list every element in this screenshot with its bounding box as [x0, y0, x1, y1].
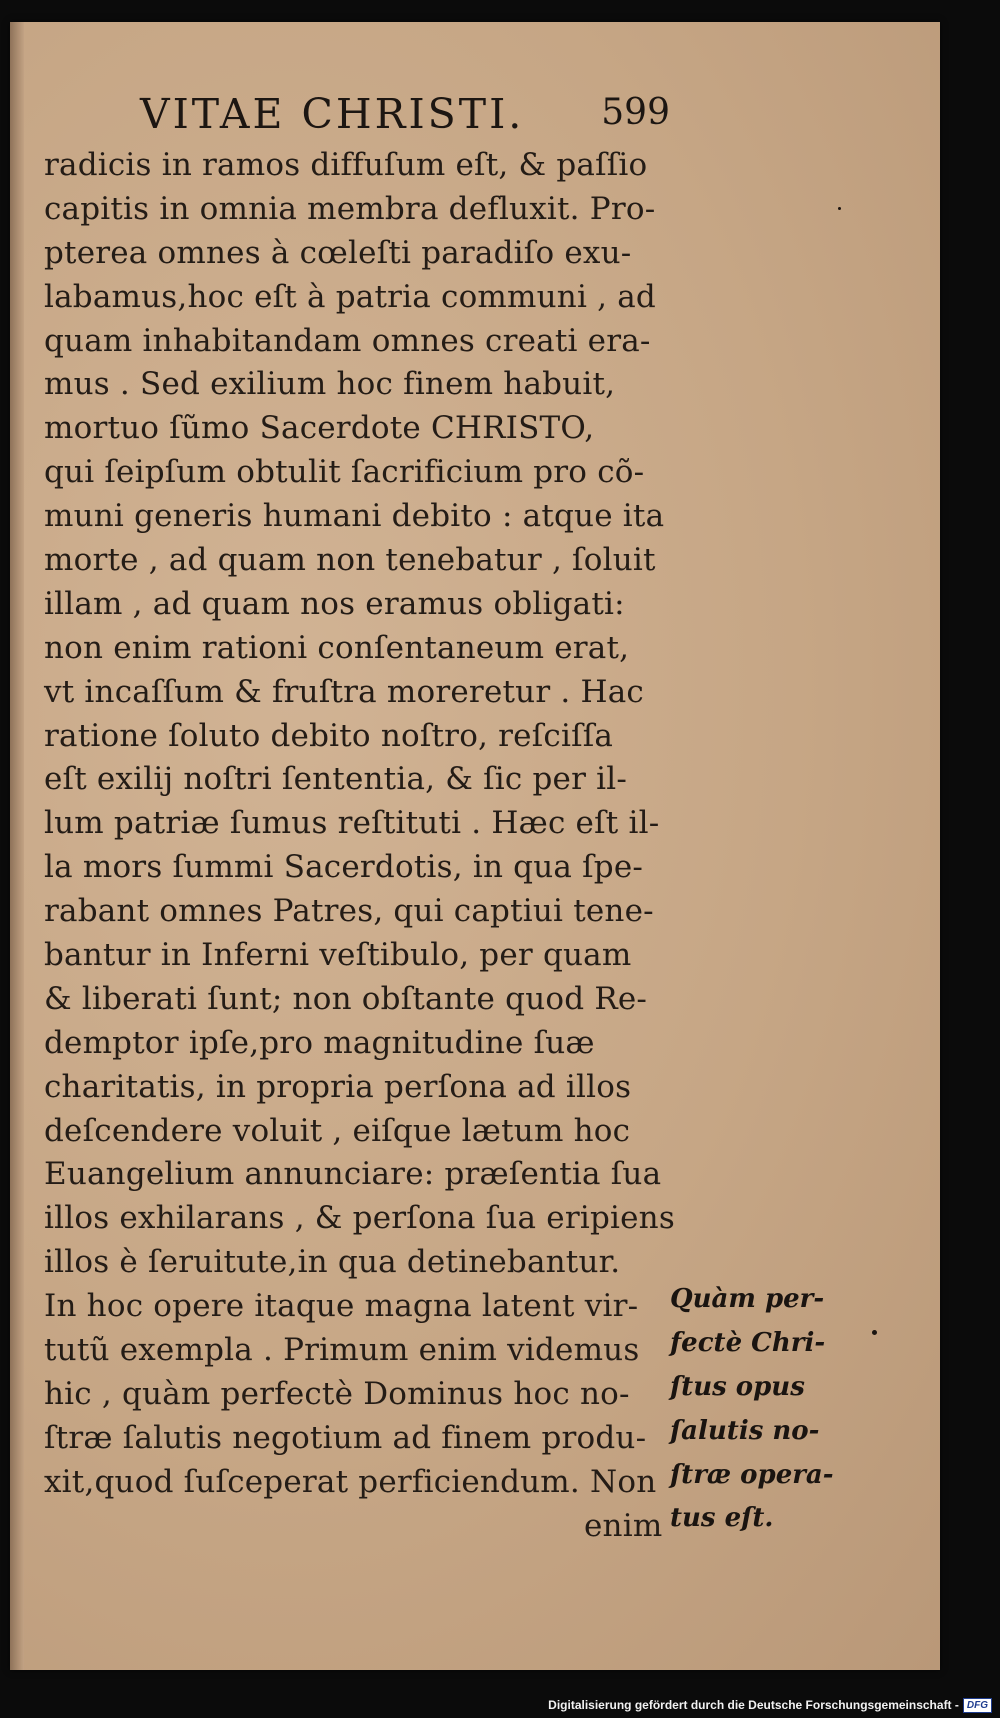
text-line: demptor ipſe,pro magnitudine ſuæ: [44, 1024, 595, 1061]
text-line: charitatis, in propria perſona ad illos: [44, 1068, 632, 1105]
text-line: morte , ad quam non tenebatur , ſoluit: [44, 542, 656, 579]
digitization-footer: [548, 1696, 992, 1714]
text-line: xit,quod ſuſceperat perficiendum. Non: [44, 1463, 657, 1500]
text-line: tutũ exempla . Primum enim videmus: [44, 1332, 640, 1369]
text-line: & liberati ſunt; non obſtante quod Re-: [44, 980, 648, 1017]
page-header: [140, 82, 670, 138]
text-line: illos exhilarans , & perſona ſua eripiens: [44, 1200, 675, 1237]
text-line: deſcendere voluit , eiſque lætum hoc: [44, 1112, 631, 1149]
marginal-note-line: ſtræ opera-: [670, 1459, 834, 1490]
text-line: muni generis humani debito : atque ita: [44, 498, 665, 535]
text-line: mortuo ſũmo Sacerdote CHRISTO,: [44, 410, 595, 447]
text-line: vt incaſſum & fruſtra moreretur . Hac: [44, 673, 644, 710]
text-line: radicis in ramos diffuſum eſt, & paſſio: [44, 147, 648, 183]
text-line: pterea omnes à cœleſti paradiſo exu-: [44, 234, 632, 271]
text-line: mus . Sed exilium hoc finem habuit,: [44, 366, 616, 403]
text-line: hic , quàm perfectè Dominus hoc no-: [44, 1375, 630, 1412]
marginal-note: [670, 1278, 840, 1541]
text-line: illos è ſeruitute,in qua detinebantur.: [44, 1244, 621, 1281]
text-line: non enim rationi conſentaneum erat,: [44, 629, 630, 666]
funding-credit: Digitalisierung gefördert durch die Deutsche Forschungsgemeinschaft -: [548, 1698, 959, 1712]
page-number: 599: [601, 92, 670, 133]
dfg-logo: DFG: [963, 1698, 992, 1713]
running-title: VITAE CHRISTI.: [140, 90, 525, 138]
marginal-note-line: fectè Chri-: [670, 1327, 826, 1358]
body-text: [44, 144, 684, 1549]
text-line: la mors ſummi Sacerdotis, in qua ſpe-: [44, 849, 644, 886]
marginal-note-line: ſtus opus: [670, 1371, 805, 1402]
book-page: [10, 22, 940, 1670]
text-line: quam inhabitandam omnes creati era-: [44, 322, 651, 359]
text-line: Euangelium annunciare: præſentia ſua: [44, 1156, 662, 1193]
marginal-note-line: ſalutis no-: [670, 1415, 820, 1446]
ink-speck: [872, 1330, 877, 1335]
marginal-note-line: Quàm per-: [670, 1284, 825, 1314]
text-line: capitis in omnia membra defluxit. Pro-: [44, 190, 656, 227]
page-gutter-edge: [10, 22, 24, 1670]
text-line-catchword: enim: [584, 1507, 663, 1544]
text-line: illam , ad quam nos eramus obligati:: [44, 585, 625, 622]
text-line: lum patriæ ſumus reſtituti . Hæc eſt il-: [44, 805, 660, 842]
marginal-note-line: tus eſt.: [670, 1503, 774, 1534]
text-line: ratione ſoluto debito noſtro, reſciſſa: [44, 717, 614, 754]
text-line: rabant omnes Patres, qui captiui tene-: [44, 893, 654, 930]
text-line: ſtræ ſalutis negotium ad finem produ-: [44, 1419, 647, 1456]
text-line: bantur in Inferni veſtibulo, per quam: [44, 937, 632, 974]
text-line: eſt exilij noſtri ſententia, & ſic per il-: [44, 761, 628, 798]
text-line: labamus,hoc eſt à patria communi , ad: [44, 278, 656, 315]
ink-speck: [838, 207, 841, 210]
text-line: qui ſeipſum obtulit ſacrificium pro cõ-: [44, 454, 645, 491]
text-line: In hoc opere itaque magna latent vir-: [44, 1288, 639, 1325]
